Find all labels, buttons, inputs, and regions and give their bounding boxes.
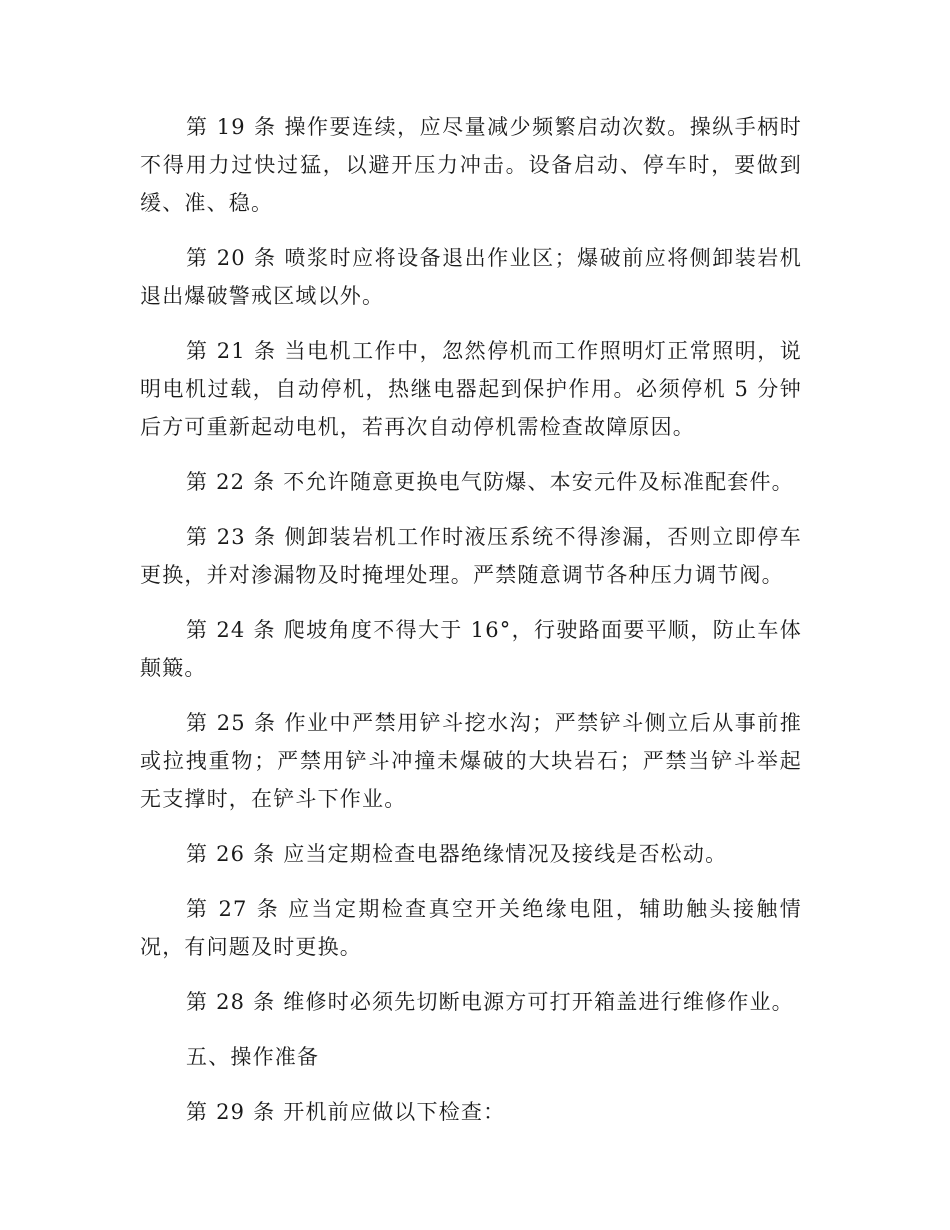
article-text: 喷浆时应将设备退出作业区；爆破前应将侧卸装岩机退出爆破警戒区域以外。 bbox=[140, 246, 802, 308]
article-text: 爬坡角度不得大于 16°，行驶路面要平顺，防止车体颠簸。 bbox=[140, 618, 802, 680]
article-text: 侧卸装岩机工作时液压系统不得渗漏，否则立即停车更换，并对渗漏物及时掩埋处理。严禁随意调节各种压力调节阀。 bbox=[140, 525, 802, 587]
document-body bbox=[140, 108, 802, 1148]
article-number: 第 24 条 bbox=[186, 618, 276, 642]
article-number: 第 23 条 bbox=[186, 525, 277, 549]
article-number: 第 21 条 bbox=[186, 339, 277, 363]
article-number: 第 27 条 bbox=[186, 897, 281, 921]
article-text: 作业中严禁用铲斗挖水沟；严禁铲斗侧立后从事前推或拉拽重物；严禁用铲斗冲撞未爆破的大块岩石；严禁当铲斗举起无支撑时，在铲斗下作业。 bbox=[140, 711, 802, 811]
article-27 bbox=[140, 890, 802, 966]
article-number: 第 29 条 bbox=[186, 1100, 276, 1124]
article-21 bbox=[140, 332, 802, 446]
article-24 bbox=[140, 611, 802, 687]
article-text: 应当定期检查电器绝缘情况及接线是否松动。 bbox=[283, 842, 728, 866]
article-number: 第 19 条 bbox=[186, 115, 277, 139]
article-25 bbox=[140, 704, 802, 818]
article-29 bbox=[140, 1093, 802, 1131]
article-number: 第 22 条 bbox=[186, 470, 276, 494]
section-heading: 五、操作准备 bbox=[186, 1045, 320, 1069]
article-text: 维修时必须先切断电源方可打开箱盖进行维修作业。 bbox=[283, 990, 794, 1014]
article-text: 应当定期检查真空开关绝缘电阻，辅助触头接触情况，有问题及时更换。 bbox=[140, 897, 802, 959]
article-number: 第 28 条 bbox=[186, 990, 276, 1014]
article-number: 第 26 条 bbox=[186, 842, 276, 866]
article-26 bbox=[140, 835, 802, 873]
article-text: 开机前应做以下检查： bbox=[283, 1100, 506, 1124]
article-23 bbox=[140, 518, 802, 594]
article-text: 当电机工作中，忽然停机而工作照明灯正常照明，说明电机过载，自动停机，热继电器起到保护作用。必须停机 5 分钟后方可重新起动电机，若再次自动停机需检查故障原因。 bbox=[140, 339, 802, 439]
article-22 bbox=[140, 463, 802, 501]
article-text: 操作要连续，应尽量减少频繁启动次数。操纵手柄时不得用力过快过猛，以避开压力冲击。设备启动、停车时，要做到缓、准、稳。 bbox=[140, 115, 802, 215]
article-20 bbox=[140, 239, 802, 315]
article-19 bbox=[140, 108, 802, 222]
article-text: 不允许随意更换电气防爆、本安元件及标准配套件。 bbox=[283, 470, 794, 494]
article-number: 第 25 条 bbox=[186, 711, 277, 735]
article-28 bbox=[140, 983, 802, 1021]
article-number: 第 20 条 bbox=[186, 246, 277, 270]
